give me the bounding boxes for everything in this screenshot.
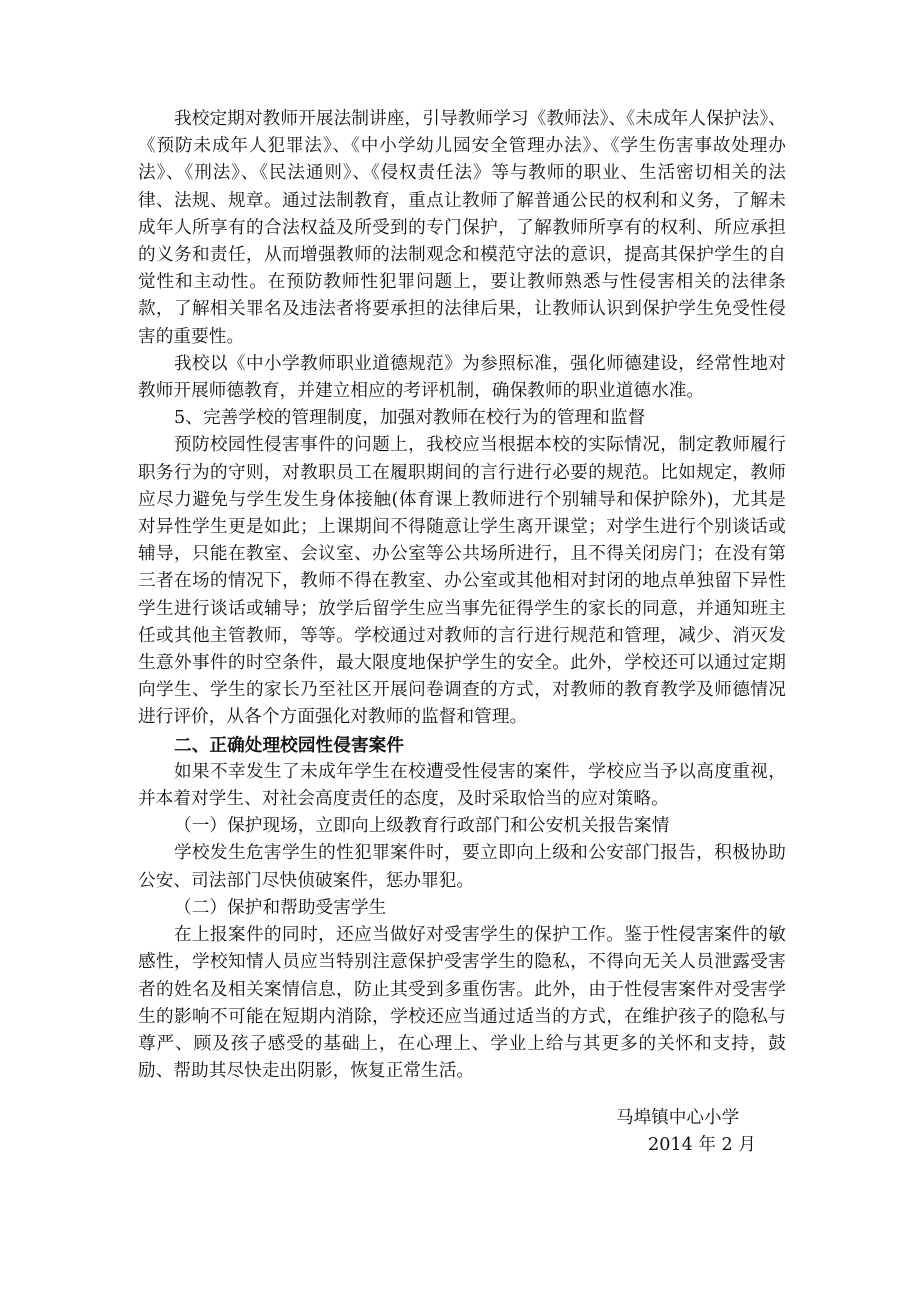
subheading-protect-victim: （二）保护和帮助受害学生 — [174, 897, 387, 918]
paragraph-conduct-rules: 预防校园性侵害事件的问题上，我校应当根据本校的实际情况，制定教师履行职务行为的守则，对教职员工在履职期间的言行进行必要的规范。比如规定，教师应尽力避免与学生发生身体接触(体育课上教师进行个别辅导和保护除外)，尤其是对异性学生更是如此；上课期间不得随意让学生离开课堂；对学生进行个别谈话或辅导，只能在教室、会议室、办公室等公共场所进行，且不得关闭房门；在没有第三者在场的情况下，教师不得在教室、办公室或其他相对封闭的地点单独留下异性学生进行谈话或辅导；放学后留学生应当事先征得学生的家长的同意，并通知班主任或其他主管教师，等等。学校通过对教师的言行进行规范和管理，减少、消灭发生意外事件的时空条件，最大限度地保护学生的安全。此外，学校还可以通过定期向学生、学生的家长乃至社区开展问卷调查的方式，对教师的教育教学及师德情况进行评价，从各个方面强化对教师的监督和管理。 — [138, 435, 786, 728]
section-heading-management: 5、完善学校的管理制度，加强对教师在校行为的管理和监督 — [174, 408, 646, 429]
paragraph-response-strategy: 如果不幸发生了未成年学生在校遭受性侵害的案件，学校应当予以高度重视，并本着对学生、对社会高度责任的态度，及时采取恰当的应对策略。 — [138, 761, 786, 810]
subheading-report-case: （一）保护现场，立即向上级教育行政部门和公安机关报告案情 — [174, 816, 670, 837]
signature-organization: 马埠镇中心小学 — [616, 1108, 740, 1128]
paragraph-victim-care: 在上报案件的同时，还应当做好对受害学生的保护工作。鉴于性侵害案件的敏感性，学校知情人员应当特别注意保护受害学生的隐私，不得向无关人员泄露受害者的姓名及相关案情信息，防止其受到多重伤害。此外，由于性侵害案件对受害学生的影响不可能在短期内消除，学校还应当通过适当的方式，在维护孩子的隐私与尊严、顾及孩子感受的基础上，在心理上、学业上给与其更多的关怀和支持，鼓励、帮助其尽快走出阴影，恢复正常生活。 — [138, 925, 786, 1082]
document-body — [138, 106, 786, 1085]
paragraph-report-police: 学校发生危害学生的性犯罪案件时，要立即向上级和公安部门报告，积极协助公安、司法部门尽快侦破案件，惩办罪犯。 — [138, 843, 786, 891]
signature-block — [616, 1105, 816, 1159]
section-heading-handling-cases: 二、正确处理校园性侵害案件 — [174, 734, 405, 756]
paragraph-ethics-education: 我校以《中小学教师职业道德规范》为参照标准，强化师德建设，经常性地对教师开展师德教育，并建立相应的考评机制，确保教师的职业道德水准。 — [138, 353, 786, 402]
signature-date: 2014 年 2 月 — [648, 1135, 756, 1156]
paragraph-legal-training: 我校定期对教师开展法制讲座，引导教师学习《教师法》、《未成年人保护法》、《预防未成年人犯罪法》、《中小学幼儿园安全管理办法》、《学生伤害事故处理办法》、《刑法》、《民法通则》、《侵权责任法》等与教师的职业、生活密切相关的法律、法规、规章。通过法制教育，重点让教师了解普通公民的权利和义务，了解未成年人所享有的合法权益及所受到的专门保护，了解教师所享有的权利、所应承担的义务和责任，从而增强教师的法制观念和模范守法的意识，提高其保护学生的自觉性和主动性。在预防教师性犯罪问题上，要让教师熟悉与性侵害相关的法律条款，了解相关罪名及违法者将要承担的法律后果，让教师认识到保护学生免受性侵害的重要性。 — [138, 109, 786, 347]
